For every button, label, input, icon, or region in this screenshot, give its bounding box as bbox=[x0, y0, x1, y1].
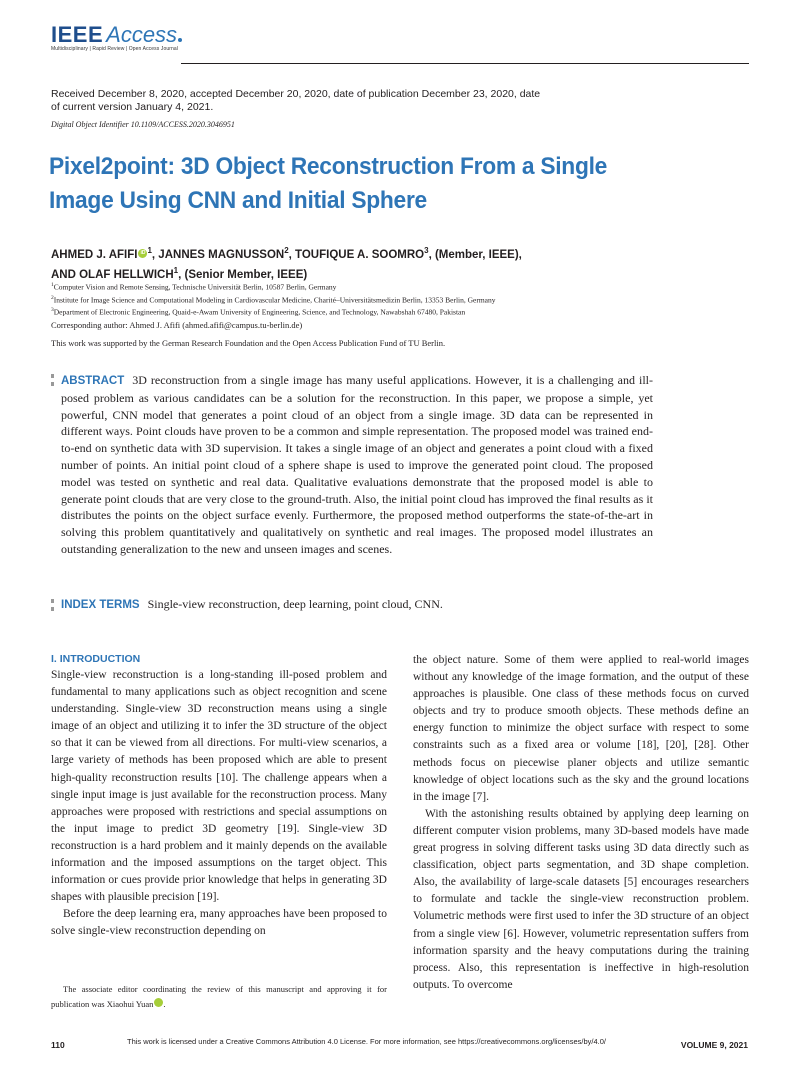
index-terms-text: Single-view reconstruction, deep learning, point cloud, CNN. bbox=[147, 597, 443, 611]
authors bbox=[51, 243, 651, 283]
author-4-role: , (Senior Member, IEEE) bbox=[178, 268, 308, 281]
funding-statement: This work was supported by the German Research Foundation and the Open Access Publication Fund of TU Berlin. bbox=[51, 338, 446, 348]
author-3-role: , (Member, IEEE), bbox=[428, 248, 522, 261]
license-notice: This work is licensed under a Creative Commons Attribution 4.0 License. For more information, see https://creativecommons.org/licenses/by/4.0/ bbox=[127, 1037, 606, 1046]
affiliation-1: $^1$Computer Vision and Remote Sensing, Technische Universität Berlin, 10587 Berlin, Germany bbox=[51, 282, 337, 292]
column-left bbox=[51, 652, 387, 941]
section-heading-introduction: I. INTRODUCTION bbox=[51, 653, 141, 665]
abstract bbox=[61, 372, 653, 558]
paper-title: Pixel2point: 3D Object Reconstruction From a Single Image Using CNN and Initial Sphere bbox=[49, 153, 608, 214]
corresponding-author: Corresponding author: Ahmed J. Afifi (ahmed.afifi@campus.tu-berlin.de) bbox=[51, 320, 303, 330]
journal-name-sub: Access bbox=[106, 22, 178, 47]
intro-paragraph-3: the object nature. Some of them were applied to real-world images without any knowledge of the image formation, and the output of these approaches is plausible. One class of these methods focus on curved objects and try to produce smooth objects. These methods define an energy function to minimize the object surface with respect to some constraints such as a fixed area or volume [18], [20], [28]. Other methods focus on piecewise planer objects and utilize semantic knowledge of object locations such as the sky and the ground locations in the image [7]. bbox=[413, 654, 749, 803]
affiliation-3: $^3$Department of Electronic Engineering, Quaid-e-Awam University of Engineering, Science, and Technology, Nawabshah 67480, Pakistan bbox=[51, 307, 466, 317]
author-1-affil: 1 bbox=[147, 246, 152, 255]
affiliation-2: $^2$Institute for Image Science and Computational Modeling in Cardiovascular Medicine, Charité–Universitätsmedizin Berlin, 13353 Berlin, Germany bbox=[51, 294, 496, 304]
header-rule bbox=[181, 63, 749, 64]
author-3: , TOUFIQUE A. SOOMRO bbox=[288, 248, 425, 261]
page-number: 110 bbox=[51, 1040, 65, 1050]
editor-orcid-icon[interactable]: iD bbox=[154, 998, 163, 1007]
intro-paragraph-2: Before the deep learning era, many approaches have been proposed to solve single-view reconstruction depending on bbox=[51, 908, 387, 938]
publication-dates: Received December 8, 2020, accepted December 20, 2020, date of publication December 23, 2020, date of current version January 4, 2021. bbox=[51, 88, 541, 113]
author-4: AND OLAF HELLWICH bbox=[51, 268, 174, 281]
index-terms-label: INDEX TERMS bbox=[61, 599, 140, 611]
column-right bbox=[413, 652, 749, 994]
author-2: , JANNES MAGNUSSON bbox=[151, 248, 285, 261]
doi: Digital Object Identifier 10.1109/ACCESS.2020.3046951 bbox=[51, 120, 235, 129]
editor-footnote-text: The associate editor coordinating the review of this manuscript and approving it for publication was Xiaohui Yuan bbox=[51, 984, 387, 1009]
affiliations bbox=[51, 280, 651, 318]
author-2-affil: 2 bbox=[284, 246, 289, 255]
logo-dot-icon bbox=[178, 38, 182, 42]
author-4-affil: 1 bbox=[173, 265, 179, 275]
author-3-affil: 3 bbox=[424, 246, 429, 255]
abstract-text: 3D reconstruction from a single image has many useful applications. However, it is a challenging and ill-posed problem as various candidates can be a solution for the reconstruction. In this paper, we propose a simple, yet powerful, CNN model that generates a point cloud of an object from a single image. 3D data can be represented in different ways. Point clouds have proven to be a common and simple representation. The proposed model was trained end-to-end on synthetic data with 3D supervision. It takes a single image of an object and generates a point cloud with a fixed number of points. An initial point cloud of a sphere shape is used to improve the generated point cloud. The proposed model was tested on synthetic and real data. Qualitative evaluations demonstrate that the proposed model is able to generate point clouds that are very close to the ground-truth. Also, the initial point cloud has improved the final results as it distributes the points on the object surface evenly. Furthermore, the proposed method outperforms the state-of-the-art in solving this problem quantitatively and qualitatively on synthetic and real images. The proposed model illustrates an outstanding generalization to the new and unseen images and scenes. bbox=[61, 373, 653, 556]
intro-paragraph-1: Single-view reconstruction is a long-standing ill-posed problem and fundamental to many applications such as object recognition and scene understanding. Single-view 3D reconstruction means using a single image of an object and utilizing it to infer the 3D structure of the object so that it can be viewed from all directions. For multi-view scenarios, a large variety of methods has been proposed which are able to present high-quality reconstruction results [10]. The challenge appears when a single input image is just available for the reconstruction process. Many approaches were proposed with restrictions and special assumptions on the input image to predict 3D geometry [19]. Single-view 3D reconstruction is a hard problem and it mainly depends on the available information and the imposed assumptions on the target object. This information or cues provide prior knowledge that helps in generating 3D shapes with plausible precision [19]. bbox=[51, 669, 387, 904]
abstract-marker bbox=[51, 374, 54, 386]
journal-name-main: IEEE bbox=[51, 22, 104, 47]
intro-paragraph-4: With the astonishing results obtained by applying deep learning on different computer vision problems, many 3D-based models have made great progress in solving different tasks using 3D data directly such as classification, object parts segmentation, and 3D shape completion. Also, the availability of large-scale datasets [5] encourages researchers to formulate and tackle the single-view reconstruction problem. Volumetric methods were first used to infer the 3D structure of an object from a single view [6]. However, volumetric representation suffers from information sparsity and the heavy computations during the training process. Also, this representation is ineffective in high-resolution outputs. To overcome bbox=[413, 807, 749, 991]
volume-info: VOLUME 9, 2021 bbox=[680, 1040, 748, 1050]
index-terms bbox=[61, 597, 653, 612]
journal-tagline: Multidisciplinary | Rapid Review | Open Access Journal bbox=[51, 46, 178, 52]
index-terms-marker bbox=[51, 599, 54, 611]
abstract-label: ABSTRACT bbox=[61, 375, 125, 387]
author-1: AHMED J. AFIFI bbox=[51, 248, 138, 261]
editor-footnote: The associate editor coordinating the review of this manuscript and approving it for publication was Xiaohui Yuan iD. bbox=[51, 984, 387, 1009]
orcid-icon[interactable]: iD bbox=[140, 249, 146, 256]
